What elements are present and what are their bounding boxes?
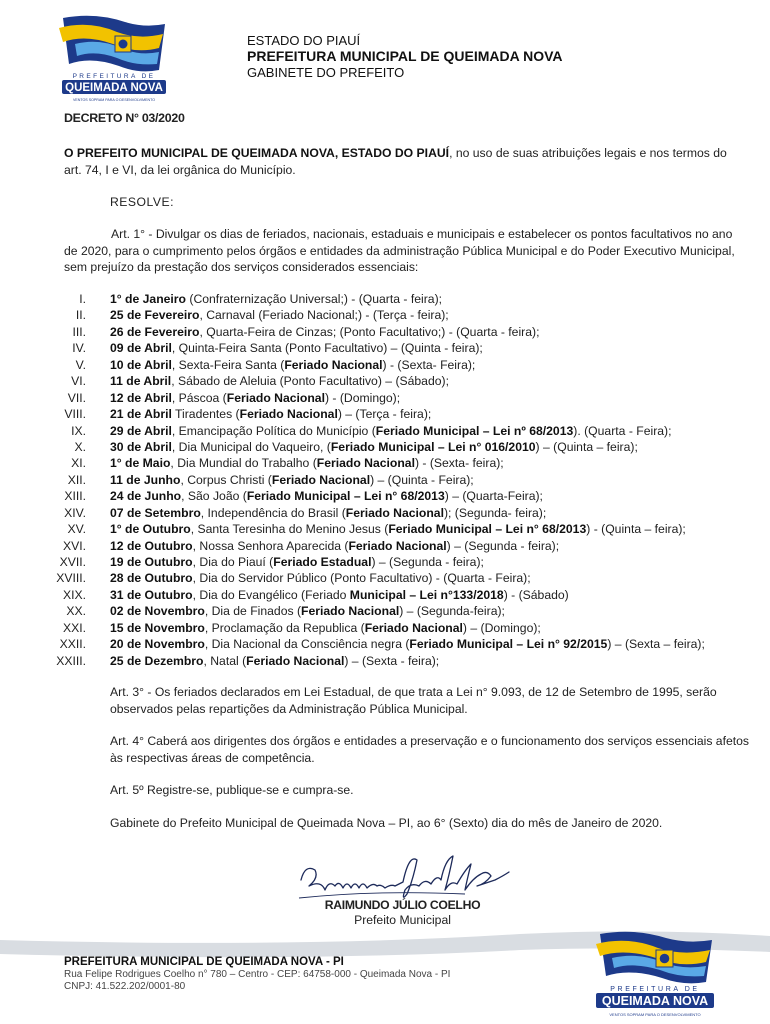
holiday-item	[30, 406, 750, 422]
holiday-part: , Independência do Brasil (	[200, 505, 346, 520]
holiday-item	[30, 538, 750, 554]
holiday-number: I.	[79, 292, 86, 306]
footer-org: PREFEITURA MUNICIPAL DE QUEIMADA NOVA - PI	[64, 956, 344, 968]
article-5: Art. 5º Registre-se, publique-se e cumpra-se.	[110, 783, 354, 797]
holiday-part: ) – (Segunda-feira);	[399, 604, 505, 619]
article-3: Art. 3° - Os feriados declarados em Lei Estadual, de que trata a Lei n° 9.093, de 12 de Setembro de 1995, serão observados pelas repartições da Administração Pública Municipal.	[110, 685, 717, 716]
holiday-text	[110, 340, 483, 356]
holiday-number: V.	[75, 357, 86, 372]
decree-number: DECRETO N° 03/2020	[64, 111, 185, 125]
holiday-bold-part: Feriado Municipal – Lei n° 92/2015	[409, 637, 608, 652]
logo-slogan-text: VENTOS SOPRAM PARA O DESENVOLVIMENTO	[72, 98, 156, 102]
holiday-bold-part: 1° de Janeiro	[110, 292, 186, 306]
holiday-bold-part: 19 de Outubro	[110, 555, 193, 569]
holiday-text	[110, 620, 541, 636]
article-4: Art. 4° Caberá aos dirigentes dos órgãos e entidades a preservação e o funcionamento dos serviços essenciais afetos às respectivas áreas de competência.	[110, 734, 749, 765]
holiday-bold-part: 1° de Maio	[110, 456, 171, 471]
holiday-part: , Santa Teresinha do Menino Jesus (	[190, 522, 389, 537]
holiday-bold-part: 24 de Junho	[110, 489, 182, 504]
holiday-item	[30, 472, 750, 488]
holiday-number: XIV.	[64, 505, 86, 520]
holiday-part: , São João (	[181, 489, 247, 504]
preamble-rest: , no uso de suas atribuições legais e nos termos do art. 74, I e VI, da lei orgânica do Município.	[64, 146, 727, 177]
holiday-bold-part: 25 de Fevereiro	[110, 308, 200, 323]
holiday-bold-part: Feriado Nacional	[316, 456, 415, 471]
holiday-item	[30, 521, 750, 537]
holiday-bold-part: 12 de Outubro	[110, 538, 193, 553]
holiday-number: XX.	[66, 604, 86, 619]
holiday-bold-part: Feriado Estadual	[273, 555, 372, 569]
holiday-number: XI.	[71, 456, 86, 471]
holiday-bold-part: Feriado Nacional	[246, 653, 345, 668]
holiday-part: , Dia Mundial do Trabalho (	[170, 456, 317, 471]
holiday-number: XV.	[67, 522, 86, 537]
holiday-text	[110, 324, 539, 340]
holiday-bold-part: 20 de Novembro	[110, 637, 205, 652]
holiday-item	[30, 620, 750, 636]
holiday-item	[30, 357, 750, 373]
holiday-part: ) – (Domingo);	[462, 620, 541, 635]
holiday-part: ) - (Quinta – feira);	[586, 522, 686, 537]
holiday-text	[110, 357, 475, 373]
holiday-part: , Proclamação da Republica (	[204, 620, 365, 635]
holiday-item	[30, 390, 750, 406]
holiday-text	[110, 406, 431, 422]
holiday-item	[30, 455, 750, 471]
holiday-bold-part: Feriado Nacional	[239, 407, 338, 422]
holiday-part: , Dia do Servidor Público (Ponto Facultativo) - (Quarta - Feira);	[192, 571, 531, 586]
holiday-item	[30, 653, 750, 669]
holiday-bold-part: 12 de Abril	[110, 390, 172, 405]
holiday-part: ) – (Segunda - feira);	[446, 538, 560, 553]
article-1: Art. 1° - Divulgar os dias de feriados, nacionais, estaduais e municipais e estabelecer os pontos facultativos no ano de 2020, para o cumprimento pelos órgãos e entidades da administração Pública Municipal e do Poder Executivo Municipal, sem prejuízo da prestação dos serviços considerados essenciais:	[64, 227, 735, 274]
holiday-bold-part: Feriado Nacional	[364, 620, 463, 635]
holiday-bold-part: Feriado Nacional	[284, 357, 383, 372]
holiday-number: VIII.	[64, 407, 86, 422]
holiday-bold-part: Municipal – Lei n°133/2018	[349, 587, 504, 602]
holiday-bold-part: 09 de Abril	[110, 341, 172, 356]
holiday-part: , Páscoa (	[171, 390, 227, 405]
holiday-item	[30, 423, 750, 439]
holiday-part: , Quarta-Feira de Cinzas; (Ponto Facultativo;) - (Quarta - feira);	[199, 324, 540, 339]
holiday-list	[30, 291, 750, 669]
holiday-part: , Quinta-Feira Santa (Ponto Facultativo) – (Quinta - feira);	[171, 341, 483, 356]
holiday-number: XXII.	[59, 637, 86, 652]
holiday-item	[30, 505, 750, 521]
footer-logo-slogan-text: VENTOS SOPRAM PARA O DESENVOLVIMENTO	[609, 1012, 701, 1017]
holiday-number: IV.	[72, 341, 86, 356]
logo-city-text: QUEIMADA NOVA	[65, 82, 163, 94]
signer-title: Prefeito Municipal	[354, 913, 451, 927]
holiday-part: ) - (Sábado)	[503, 587, 569, 602]
holiday-item	[30, 373, 750, 389]
holiday-text	[110, 505, 546, 521]
holiday-part: Tiradentes (	[171, 407, 240, 422]
holiday-text	[110, 390, 400, 406]
holiday-number: II.	[75, 308, 86, 323]
holiday-bold-part: Feriado Municipal – Lei n° 68/2013	[388, 522, 587, 537]
holiday-text	[110, 439, 638, 455]
holiday-part: , Natal (	[203, 653, 247, 668]
holiday-part: ) - (Sexta- Feira);	[382, 357, 476, 372]
signer-name: RAIMUNDO JÚLIO COELHO	[324, 898, 481, 912]
footer	[64, 955, 450, 993]
state-name: ESTADO DO PIAUÍ	[247, 33, 361, 48]
holiday-bold-part: 07 de Setembro	[110, 505, 201, 520]
decree-preamble	[64, 145, 744, 178]
holiday-item	[30, 340, 750, 356]
holiday-bold-part: Feriado Municipal – Lei n° 68/2013	[246, 489, 445, 504]
holiday-text	[110, 653, 439, 669]
holiday-bold-part: 11 de Abril	[110, 374, 172, 389]
footer-address: Rua Felipe Rodrigues Coelho n° 780 – Centro - CEP: 64758-000 - Queimada Nova - PI	[64, 969, 451, 980]
holiday-bold-part: 31 de Outubro	[110, 587, 193, 602]
holiday-part: ) – (Terça - feira);	[337, 407, 432, 422]
holiday-bold-part: 02 de Novembro	[110, 604, 205, 619]
holiday-bold-part: Feriado Nacional	[301, 604, 400, 619]
holiday-text	[110, 291, 442, 307]
holiday-part: ) – (Quinta – feira);	[535, 439, 638, 454]
holiday-item	[30, 636, 750, 652]
holiday-number: XXI.	[62, 620, 86, 635]
footer-cnpj: CNPJ: 41.522.202/0001-80	[64, 981, 186, 992]
holiday-bold-part: Feriado Nacional	[348, 538, 447, 553]
holiday-text	[110, 636, 705, 652]
holiday-part: , Dia Nacional da Consciência negra (	[204, 637, 410, 652]
holiday-item	[30, 291, 750, 307]
holiday-part: , Dia de Finados (	[204, 604, 302, 619]
holiday-text	[110, 538, 559, 554]
holiday-number: XII.	[67, 472, 86, 487]
holiday-number: XVI.	[62, 538, 86, 553]
logo-prefeitura-text: PREFEITURA DE	[72, 73, 156, 80]
holiday-number: VII.	[67, 390, 86, 405]
holiday-item	[30, 488, 750, 504]
holiday-bold-part: Feriado Nacional	[226, 390, 325, 405]
holiday-part: , Corpus Christi (	[180, 472, 272, 487]
holiday-bold-part: 10 de Abril	[110, 357, 172, 372]
holiday-number: XIII.	[64, 489, 86, 504]
holiday-part: , Dia do Evangélico (Feriado	[192, 587, 350, 602]
holiday-part: ); (Segunda- feira);	[443, 505, 547, 520]
holiday-text	[110, 455, 504, 471]
holiday-item	[30, 570, 750, 586]
holiday-part: , Sábado de Aleluia (Ponto Facultativo) – (Sábado);	[171, 374, 449, 389]
holiday-text	[110, 521, 686, 537]
holiday-part: , Dia do Piauí (	[192, 555, 274, 569]
holiday-part: ) – (Quinta - Feira);	[370, 472, 474, 487]
holiday-bold-part: 28 de Outubro	[110, 571, 193, 586]
holiday-part: ) – (Segunda - feira);	[371, 555, 484, 569]
holiday-text	[110, 587, 569, 603]
holiday-text	[110, 307, 449, 323]
holiday-bold-part: 25 de Dezembro	[110, 653, 204, 668]
closing-statement: Gabinete do Prefeito Municipal de Queimada Nova – PI, ao 6° (Sexto) dia do mês de Janeiro de 2020.	[110, 816, 663, 830]
holiday-bold-part: 29 de Abril	[110, 423, 172, 438]
holiday-part: ) - (Domingo);	[324, 390, 401, 405]
preamble-bold: O PREFEITO MUNICIPAL DE QUEIMADA NOVA, ESTADO DO PIAUÍ	[64, 146, 450, 160]
holiday-text	[110, 554, 484, 570]
letterhead	[247, 33, 563, 80]
holiday-text	[110, 373, 449, 389]
holiday-part: , Carnaval (Feriado Nacional;) - (Terça - feira);	[199, 308, 449, 323]
holiday-number: IX.	[71, 423, 86, 438]
holiday-bold-part: 15 de Novembro	[110, 620, 205, 635]
holiday-item	[30, 603, 750, 619]
holiday-number: VI.	[71, 374, 86, 389]
holiday-part: , Emancipação Política do Município (	[171, 423, 376, 438]
office-name: GABINETE DO PREFEITO	[247, 65, 405, 80]
footer-municipal-flag-logo	[590, 930, 720, 1020]
holiday-part: ) – (Sexta – feira);	[607, 637, 705, 652]
holiday-part: , Dia Municipal do Vaqueiro, (	[171, 439, 331, 454]
holiday-bold-part: 26 de Fevereiro	[110, 324, 200, 339]
municipality-name: PREFEITURA MUNICIPAL DE QUEIMADA NOVA	[247, 48, 563, 64]
holiday-part: ) - (Sexta- feira);	[414, 456, 504, 471]
holiday-text	[110, 423, 671, 439]
holiday-number: XVIII.	[56, 571, 86, 586]
holiday-part: ) – (Sexta - feira);	[344, 653, 440, 668]
holiday-part: ) – (Quarta-Feira);	[444, 489, 543, 504]
holiday-number: XIX.	[62, 587, 86, 602]
holiday-text	[110, 603, 505, 619]
holiday-part: , Sexta-Feira Santa (	[171, 357, 285, 372]
holiday-bold-part: 30 de Abril	[110, 439, 172, 454]
holiday-part: , Nossa Senhora Aparecida (	[192, 538, 349, 553]
holiday-number: III.	[72, 324, 86, 339]
footer-logo-city-text: QUEIMADA NOVA	[601, 994, 709, 1008]
resolve-heading: RESOLVE:	[110, 195, 175, 209]
holiday-text	[110, 570, 531, 586]
holiday-bold-part: 11 de Junho	[110, 472, 181, 487]
holiday-text	[110, 472, 474, 488]
holiday-bold-part: 21 de Abril	[110, 407, 172, 422]
holiday-bold-part: Feriado Nacional	[345, 505, 444, 520]
holiday-part: (Confraternização Universal;) - (Quarta - feira);	[186, 292, 443, 306]
holiday-part: ). (Quarta - Feira);	[573, 423, 672, 438]
municipal-flag-logo	[55, 14, 173, 106]
holiday-item	[30, 587, 750, 603]
holiday-bold-part: Feriado Municipal – Lei nº 68/2013	[375, 423, 574, 438]
footer-logo-prefeitura-text: PREFEITURA DE	[610, 986, 700, 993]
holiday-bold-part: 1° de Outubro	[110, 522, 191, 537]
holiday-item	[30, 307, 750, 323]
holiday-number: XVII.	[59, 555, 86, 569]
holiday-item	[30, 324, 750, 340]
holiday-text	[110, 488, 543, 504]
holiday-item	[30, 439, 750, 455]
holiday-number: XXIII.	[56, 653, 86, 668]
holiday-item	[30, 554, 750, 570]
holiday-number: X.	[74, 439, 86, 454]
holiday-bold-part: Feriado Nacional	[271, 472, 371, 487]
holiday-bold-part: Feriado Municipal – Lei n° 016/2010	[330, 439, 536, 454]
